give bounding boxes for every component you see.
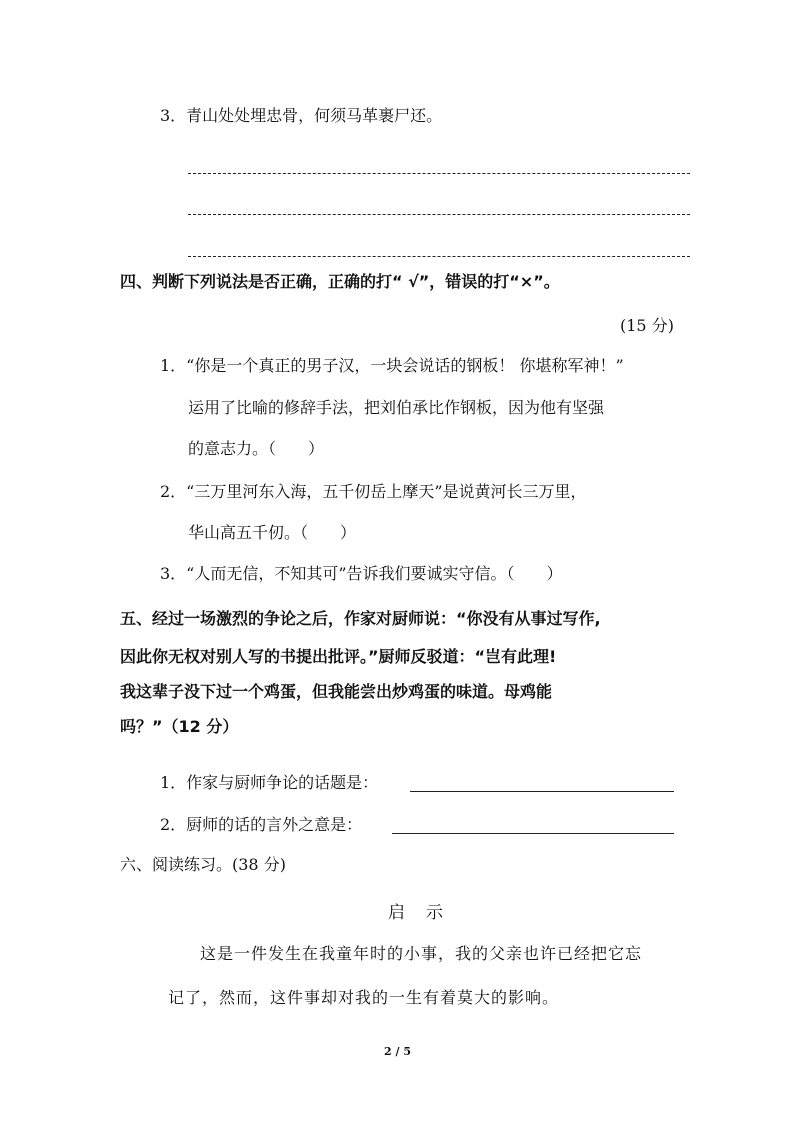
section-5-line-4: 吗？”（12 分） [120,717,239,736]
judge-item-2-line-2[interactable]: 华山高五千仞。（ ） [188,523,357,542]
section-4-score: (15 分) [620,316,674,335]
section-4-heading: 四、判断下列说法是否正确，正确的打“ √”，错误的打“×”。 [120,272,560,291]
judge-item-3[interactable]: 3．“人而无信，不知其可”告诉我们要诚实守信。（ ） [160,564,563,583]
section-5-line-1: 五、经过一场激烈的争论之后，作家对厨师说：“你没有从事过写作, [120,609,601,628]
poem-question-3: 3．青山处处埋忠骨，何须马革裹尸还。 [160,106,443,125]
reading-title: 启 示 [388,903,445,923]
judge-item-1-line-2: 运用了比喻的修辞手法，把刘伯承比作钢板，因为他有坚强 [188,398,605,417]
section-5-line-2: 因此你无权对别人写的书提出批评。”厨师反驳道：“岂有此理! [120,647,557,666]
answer-line-1[interactable] [188,173,690,174]
answer-line-2[interactable] [188,214,690,215]
section-5-question-1: 1．作家与厨师争论的话题是： [160,773,379,792]
page-number: 2 / 5 [384,1045,411,1058]
reading-paragraph-line-2: 记了，然而，这件事却对我的一生有着莫大的影响。 [168,988,560,1007]
section-5-question-2: 2．厨师的话的言外之意是： [160,815,363,834]
section-5-line-3: 我这辈子没下过一个鸡蛋，但我能尝出炒鸡蛋的味道。母鸡能 [120,682,553,701]
judge-item-1-line-1: 1．“你是一个真正的男子汉，一块会说话的钢板！ 你堪称军神！” [160,356,624,375]
answer-blank-2[interactable] [392,833,674,834]
judge-item-1-line-3[interactable]: 的意志力。（ ） [188,439,325,458]
answer-blank-1[interactable] [410,791,674,792]
reading-paragraph-line-1: 这是一件发生在我童年时的小事，我的父亲也许已经把它忘 [200,944,643,963]
judge-item-2-line-1: 2．“三万里河东入海，五千仞岳上摩天”是说黄河长三万里， [160,482,587,501]
answer-line-3[interactable] [188,256,690,257]
section-6-heading: 六、阅读练习。(38 分) [120,855,286,874]
